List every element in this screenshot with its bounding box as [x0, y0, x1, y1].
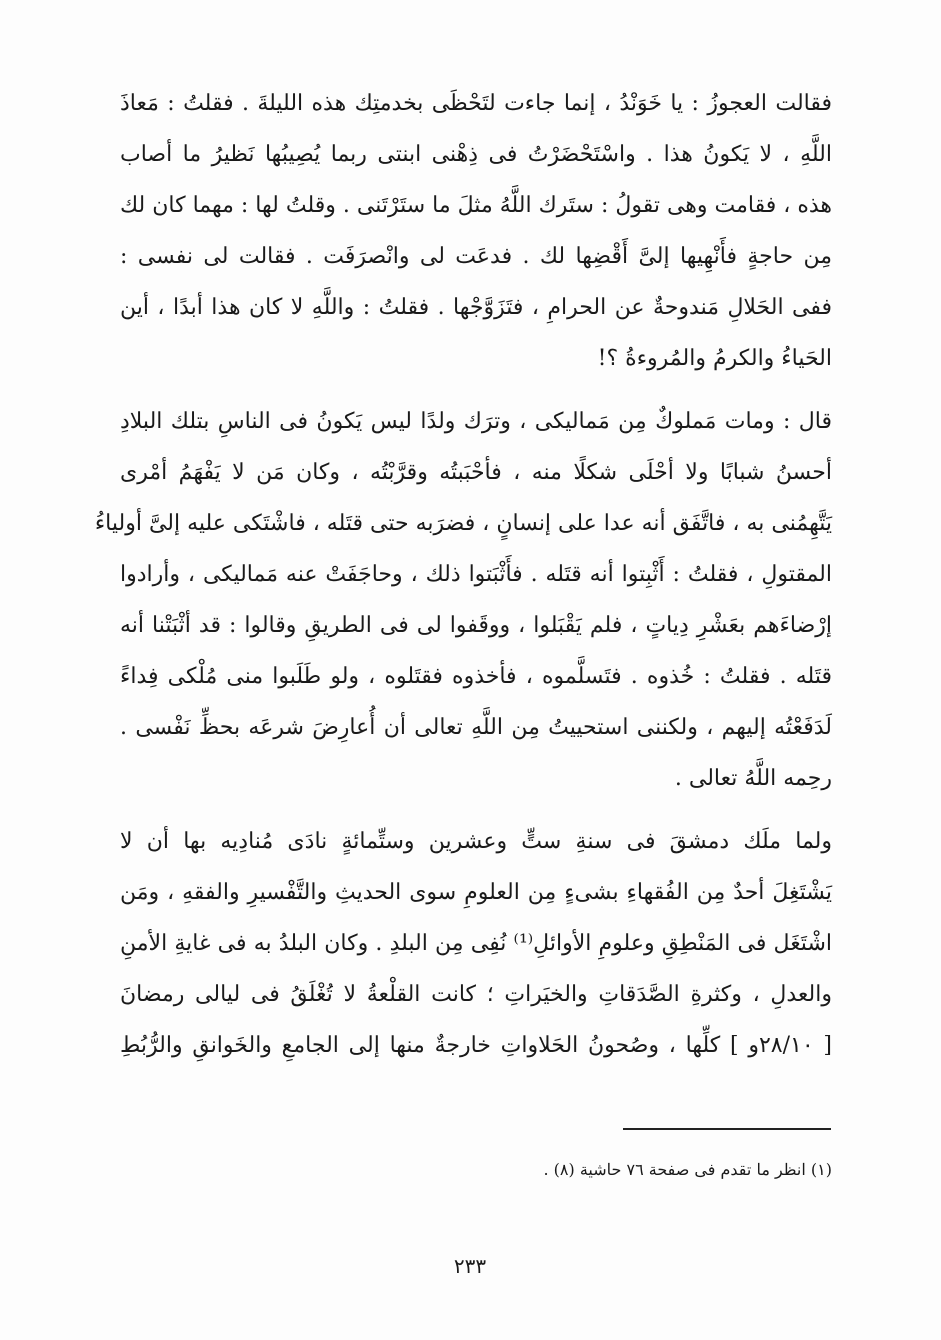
- text-line: رحِمه اللَّهُ تعالى .: [674, 766, 832, 791]
- text-line: يَشْتَغِلَ أحدٌ مِن الفُقهاءِ بشىءٍ مِن العلومِ سوى الحديثِ والتَّفْسيرِ والفقهِ ، ومَن: [120, 880, 832, 905]
- text-line: ففى الحَلالِ مَندوحةٌ عن الحرامِ ، فتَزَوَّجْها . فقلتُ : واللَّهِ لا كان هذا أبدًا ، أين: [120, 295, 832, 320]
- text-line: قتَله . فقلتُ : خُذوه . فتَسلَّموه ، فأخذوه فقتَلوه ، ولو طَلَبوا منى مُلْكى فِداءً: [120, 664, 832, 689]
- text-line: لَدَفَعْتُه إليهم ، ولكننى استحييتُ مِن اللَّهِ تعالى أن أُعارِضَ شرعَه بحظِّ نَفْسى .: [120, 715, 832, 740]
- text-line: والعدلِ ، وكثرةِ الصَّدَقاتِ والخيَراتِ ؛ كانت القلْعةُ لا تُغْلَقُ فى ليالى رمضانَ: [120, 982, 832, 1007]
- text-line: اشْتَغَل فى المَنْطِقِ وعلومِ الأوائلِ⁽¹⁾ نُفِى مِن البلدِ . وكان البلدُ به فى غايةِ الأمنِ: [120, 931, 832, 956]
- paragraph-gap: [120, 384, 832, 396]
- footnote: (١) انظر ما تقدم فى صفحة ٧٦ حاشية (٨) .: [543, 1160, 832, 1179]
- text-line: إرْضاءَهم بعَشْرِ دِياتٍ ، فلم يَقْبَلوا ، ووقَفوا لى فى الطريقِ وقالوا : قد أثْبَتْنا أنه: [120, 613, 832, 638]
- page-number: ٢٣٣: [453, 1254, 487, 1278]
- text-line: اللَّهِ ، لا يَكونُ هذا . واسْتَحْضَرْتُ فى ذِهْنى ابنتى ربما يُصِيبُها نَظيرُ ما أصاب: [120, 142, 832, 167]
- text-line: فقالت العجوزُ : يا خَوَنْدُ ، إنما جاءت لتَحْظَى بخدمتِك هذه الليلةَ . فقلتُ : مَعاذَ: [120, 91, 832, 116]
- footnote-divider: [623, 1128, 831, 1130]
- text-line: ولما ملَك دمشقَ فى سنةِ ستٍّ وعشرين وستِّمائةٍ نادَى مُنادِيه بها أن لا: [120, 829, 832, 854]
- text-line: هذه ، فقامت وهى تقولُ : ستَرك اللَّهُ مثلَ ما ستَرْتَنى . وقلتُ لها : مهما كان لك: [120, 193, 832, 218]
- paragraph: [94, 396, 832, 804]
- paragraph: [120, 78, 832, 384]
- text-line: الحَياءُ والكرمُ والمُروءةُ ؟!: [597, 346, 832, 371]
- text-line: [ ٢٨/١٠و ] كلِّها ، وصُحونُ الحَلاواتِ خارجةٌ منها إلى الجامعِ والخَوانقِ والرُّبُطِ: [120, 1033, 833, 1058]
- body-text: [94, 78, 833, 1071]
- text-line: قال : ومات مَملوكٌ مِن مَماليكى ، وترَك ولدًا ليس يَكونُ فى الناسِ بتلك البلادِ: [120, 409, 832, 434]
- text-line: مِن حاجةٍ فأَنْهِيها إلىَّ أَقْضِها لك . فدعَت لى وانْصرَفَت . فقالت لى نفسى :: [120, 244, 832, 269]
- paragraph-gap: [120, 804, 832, 816]
- text-line: أحسنُ شبابًا ولا أحْلَى شكلًا منه ، فأحْبَبتُه وقرَّبْتُه ، وكان مَن لا يَفْهَمُ أمْرى: [120, 460, 832, 485]
- text-line: المقتولِ ، فقلتُ : أَثْبِتوا أنه قتَله . فأَثْبَتوا ذلك ، وحاجَفَتْ عنه مَماليكى ، وأرادوا: [120, 562, 832, 587]
- text-line: يَتَّهِمُنى به ، فاتَّفَق أنه عدا على إنسانٍ ، فضرَبه حتى قتَله ، فاشْتَكى عليه إلىَّ أولياءُ: [94, 511, 832, 536]
- paragraph: [120, 816, 832, 1071]
